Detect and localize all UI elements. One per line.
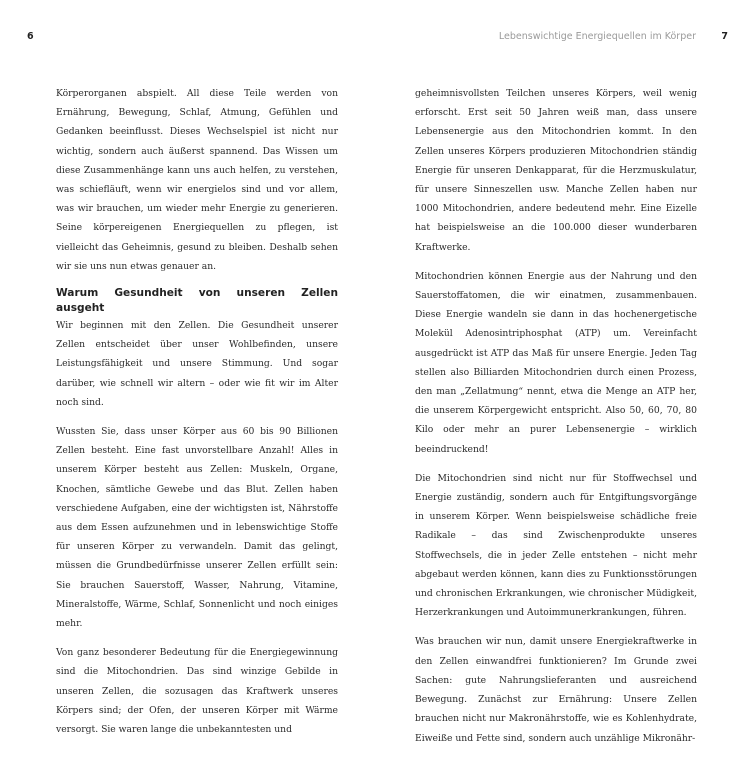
right-page-column [415,84,697,758]
paragraph: Wir beginnen mit den Zellen. Die Gesundheit unserer Zellen entscheidet über unser Wohlbefinden, unsere Leistungsfähigkeit und unsere Stimmung. Und sogar darüber, wie schnell wir altern – oder wie fit wir im Alter noch sind. [56,320,338,408]
paragraph: Was brauchen wir nun, damit unsere Energiekraftwerke in den Zellen einwandfrei funktionieren? Im Grunde zwei Sachen: gute Nahrungslieferanten und ausreichend Bewegung. Zunächst zur Ernährung: Unsere Zellen brauchen nicht nur Makronährstoffe, wie es Kohlenhydrate, Eiweiße und Fette sind, sondern auch unzählige Mikronähr- [415,636,697,744]
running-head: Lebenswichtige Energiequellen im Körper [498,31,696,42]
paragraph: Die Mitochondrien sind nicht nur für Stoffwechsel und Energie zuständig, sondern auch für Entgiftungsvorgänge in unserem Körper. Wenn beispielsweise schädliche freie Radikale – das sind Zwischenprodukte unseres Stoffwechsels, die in jeder Zelle entstehen – nicht mehr abgebaut werden können, kann dies zu Funktionsstörungen und chronischen Erkrankungen, wie chronischer Müdigkeit, Herzerkrankungen und Autoimmunerkrankungen, führen. [415,472,697,619]
paragraph: Körperorganen abspielt. All diese Teile werden von Ernährung, Bewegung, Schlaf, Atmung, Gefühlen und Gedanken beeinflusst. Dieses Wechselspiel ist nicht nur wichtig, sondern auch äußerst spannend. Das Wissen um diese Zusammenhänge kann uns auch helfen, zu verstehen, was schiefläuft, wenn wir energielos sind und vor allem, was wir brauchen, um wieder mehr Energie zu generieren. Seine körpereigenen Energiequellen zu pflegen, ist vielleicht das Geheimnis, gesund zu bleiben. Deshalb sehen wir sie uns nun etwas genauer an. [56,88,338,272]
paragraph: Mitochondrien können Energie aus der Nahrung und den Sauerstoffatomen, die wir einatmen, zusammenbauen. Diese Energie wandeln sie dann in das hochenergetische Molekül Adenosintriphosphat (ATP) um. Vereinfacht ausgedrückt ist ATP das Maß für unsere Energie. Jeden Tag stellen also Billiarden Mitochondrien durch einen Prozess, den man „Zellatmung“ nennt, etwa die Menge an ATP her, die unserem Körpergewicht entspricht. Also 50, 60, 70, 80 Kilo oder mehr an purer Lebensenergie – wirklich beeindruckend! [415,270,697,455]
left-page-column [56,84,338,749]
paragraph: Von ganz besonderer Bedeutung für die Energiegewinnung sind die Mitochondrien. Das sind winzige Gebilde in unseren Zellen, die sozusagen das Kraftwerk unseres Körpers sind; der Ofen, der unseren Körper mit Wärme versorgt. Sie waren lange die unbekanntesten und [56,647,338,736]
paragraph: geheimnisvollsten Teilchen unseres Körpers, weil wenig erforscht. Erst seit 50 Jahren weiß man, dass unsere Lebensenergie aus den Mitochondrien kommt. In den Zellen unseres Körpers produzieren Mitochondrien ständig Energie für unseren Denkapparat, für die Herzmuskulatur, für unsere Sinneszellen usw. Manche Zellen haben nur 1000 Mitochondrien, andere bedeutend mehr. Eine Eizelle hat beispielsweise an die 100.000 dieser wunderbaren Kraftwerke. [415,88,697,253]
page-number-left: 6 [27,31,34,42]
paragraph: Wussten Sie, dass unser Körper aus 60 bis 90 Billionen Zellen besteht. Eine fast unvorstellbare Anzahl! Alles in unserem Körper besteht aus Zellen: Muskeln, Organe, Knochen, sämtliche Gewebe und das Blut. Zellen haben verschiedene Aufgaben, eine der wichtigsten ist, Nährstoffe aus dem Essen aufzunehmen und in lebenswichtige Stoffe für unseren Körper zu verwandeln. Damit das gelingt, müssen die Grundbedürfnisse unserer Zellen erfüllt sein: Sie brauchen Sauerstoff, Wasser, Nahrung, Vitamine, Mineralstoffe, Wärme, Schlaf, Sonnenlicht und noch einiges mehr. [56,426,338,630]
section-heading: Warum Gesundheit von unseren Zellen ausgeht [56,287,338,315]
page-number-right: 7 [721,31,728,42]
